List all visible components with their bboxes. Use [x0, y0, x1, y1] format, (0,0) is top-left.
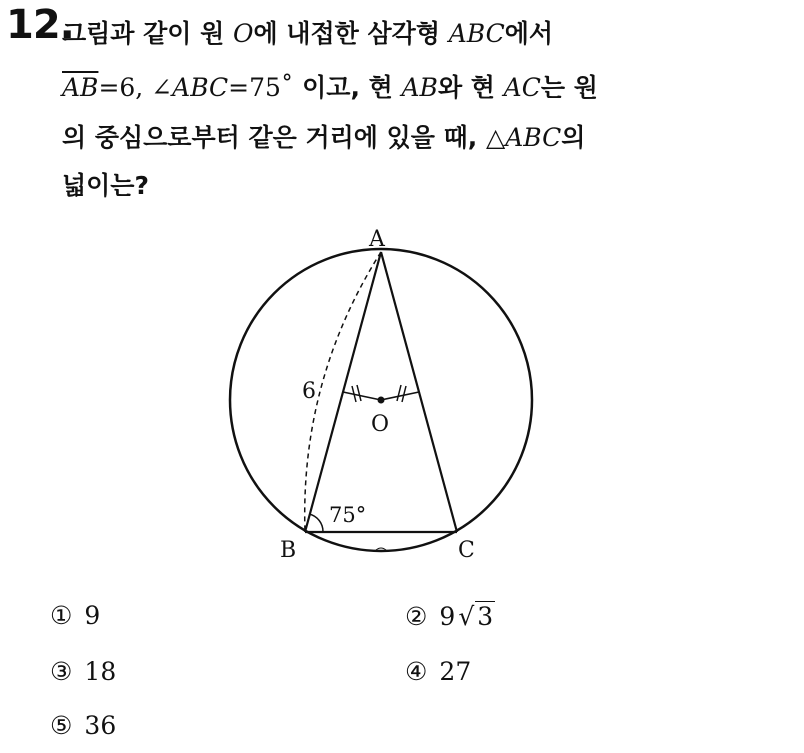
center-point-o	[378, 397, 385, 404]
choice-3[interactable]: ③ 18	[50, 657, 117, 686]
tick-mark-right-1	[397, 385, 401, 401]
center-label-o: O	[371, 412, 390, 437]
vertex-label-c: C	[458, 538, 475, 563]
question-line-2: $\overline{AB}=6$, ∠ABC=75˚ 이고, 현 AB와 현 AC는 원	[62, 73, 598, 102]
side-length-label: 6	[302, 379, 316, 404]
perpendicular-to-ac	[381, 392, 419, 400]
tick-mark-left-2	[357, 385, 361, 401]
choice-5[interactable]: ⑤ 36	[50, 711, 117, 740]
angle-arc-b	[309, 514, 323, 532]
question-line-1: 그림과 같이 원 O에 내접한 삼각형 ABC에서	[62, 19, 554, 48]
question-number: 12.	[6, 2, 74, 48]
question-line-4: 넓이는?	[62, 171, 149, 200]
angle-label: 75°	[329, 503, 367, 527]
perpendicular-to-ab	[343, 392, 381, 400]
choice-2[interactable]: ② 9 √ 3	[405, 602, 494, 631]
vertex-label-a: A	[369, 227, 385, 252]
arc-mark-bc	[376, 548, 386, 550]
vertex-label-b: B	[280, 538, 297, 563]
choice-4[interactable]: ④ 27	[405, 657, 472, 686]
tick-mark-right-2	[402, 386, 406, 402]
radical-sign: √	[458, 602, 475, 631]
choice-1[interactable]: ① 9	[50, 601, 101, 630]
question-line-3: 의 중심으로부터 같은 거리에 있을 때, △ABC의	[62, 123, 586, 152]
